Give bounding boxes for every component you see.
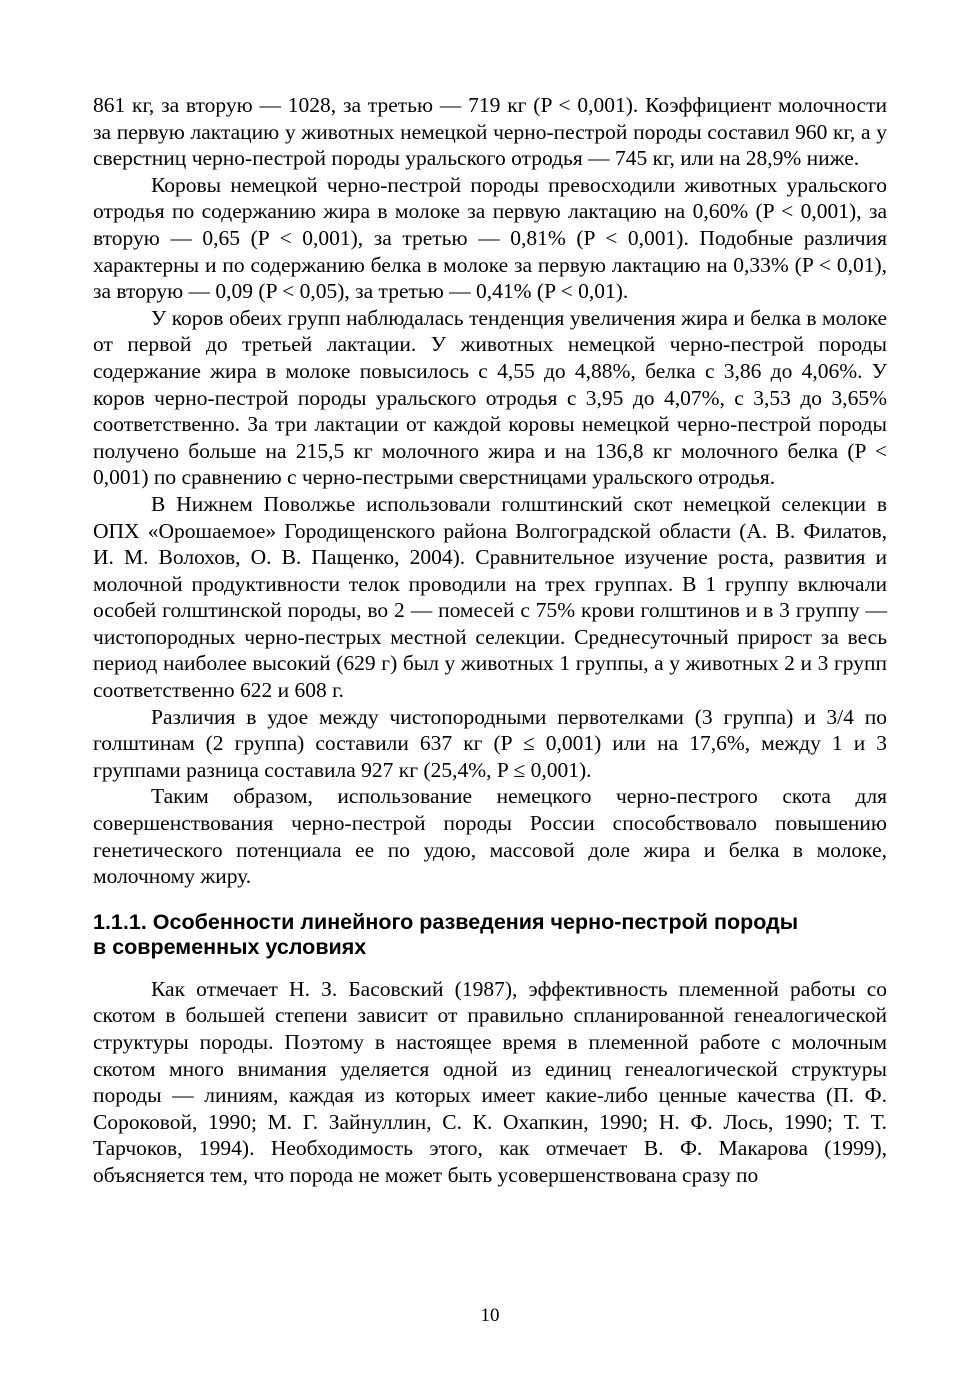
paragraph-line-breeding: Как отмечает Н. З. Басовский (1987), эффективность племенной работы со скотом в большей степени зависит от правильно спланированной генеалогической структуры породы. Поэтому в настоящее время в племенной работе с молочным скотом много внимания уделяется одной из единиц генеалогической структуры породы — линиям, каждая из которых имеет какие-либо ценные качества (П. Ф. Сороковой, 1990; М. Г. Зайнуллин, С. К. Охапкин, 1990; Н. Ф. Лось, 1990; Т. Т. Тарчоков, 1994). Необходимость этого, как отмечает В. Ф. Макарова (1999), объясняется тем, что порода не может быть усовершенствована сразу по [93,976,887,1187]
paragraph-yield-differences: Различия в удое между чистопородными первотелками (3 группа) и 3/4 по голштинам (2 группа) составили 637 кг (P ≤ 0,001) или на 17,6%, между 1 и 3 группами разница составила 927 кг (25,4%, P ≤ 0,001). [93,704,887,782]
page-number: 10 [480,1305,500,1326]
paragraph-conclusion: Таким образом, использование немецкого черно-пестрого скота для совершенствования черно-пестрой породы России способствовало повышению генетического потенциала ее по удою, массовой доле жира и белка в молоке, молочному жиру. [93,784,887,889]
paragraph-continuation: 861 кг, за вторую — 1028, за третью — 719 кг (P < 0,001). Коэффициент молочности за первую лактацию у животных немецкой черно-пестрой породы составил 960 кг, а у сверстниц черно-пестрой породы уральского отродья — 745 кг, или на 28,9% ниже. [93,93,887,171]
body-text [93,92,887,1189]
section-heading-line-2: в современных условиях [93,934,367,959]
paragraph-fat-content: Коровы немецкой черно-пестрой породы превосходили животных уральского отродья по содержанию жира в молоке за первую лактацию на 0,60% (P < 0,001), за вторую — 0,65 (P < 0,001), за третью — 0,81% (P < 0,001). Подобные различия характерны и по содержанию белка в молоке за первую лактацию на 0,33% (P < 0,01), за вторую — 0,09 (P < 0,05), за третью — 0,41% (P < 0,01). [93,172,887,304]
paragraph-lower-volga: В Нижнем Поволжье использовали голштинский скот немецкой селекции в ОПХ «Орошаемое» Городищенского района Волгоградской области (А. В. Филатов, И. М. Волохов, О. В. Пащенко, 2004). Сравнительное изучение роста, развития и молочной продуктивности телок проводили на трех группах. В 1 группу включали особей голштинской породы, во 2 — помесей с 75% крови голштинов и в 3 группу — чистопородных черно-пестрых местной селекции. Среднесуточный прирост за весь период наиболее высокий (629 г) был у животных 1 группы, а у животных 2 и 3 групп соответственно 622 и 608 г. [93,491,887,703]
section-heading-line-1: 1.1.1. Особенности линейного разведения черно-пестрой породы [93,909,799,934]
section-heading [93,910,887,960]
paragraph-lactation-trend: У коров обеих групп наблюдалась тенденция увеличения жира и белка в молоке от первой до третьей лактации. У животных немецкой черно-пестрой породы содержание жира в молоке повысилось с 4,55 до 4,88%, белка с 3,86 до 4,06%. У коров черно-пестрой породы уральского отродья с 3,95 до 4,07%, с 3,53 до 3,65% соответственно. За три лактации от каждой коровы немецкой черно-пестрой породы получено больше на 215,5 кг молочного жира и на 136,8 кг молочного белка (P < 0,001) по сравнению с черно-пестрыми сверстницами уральского отродья. [93,305,887,490]
